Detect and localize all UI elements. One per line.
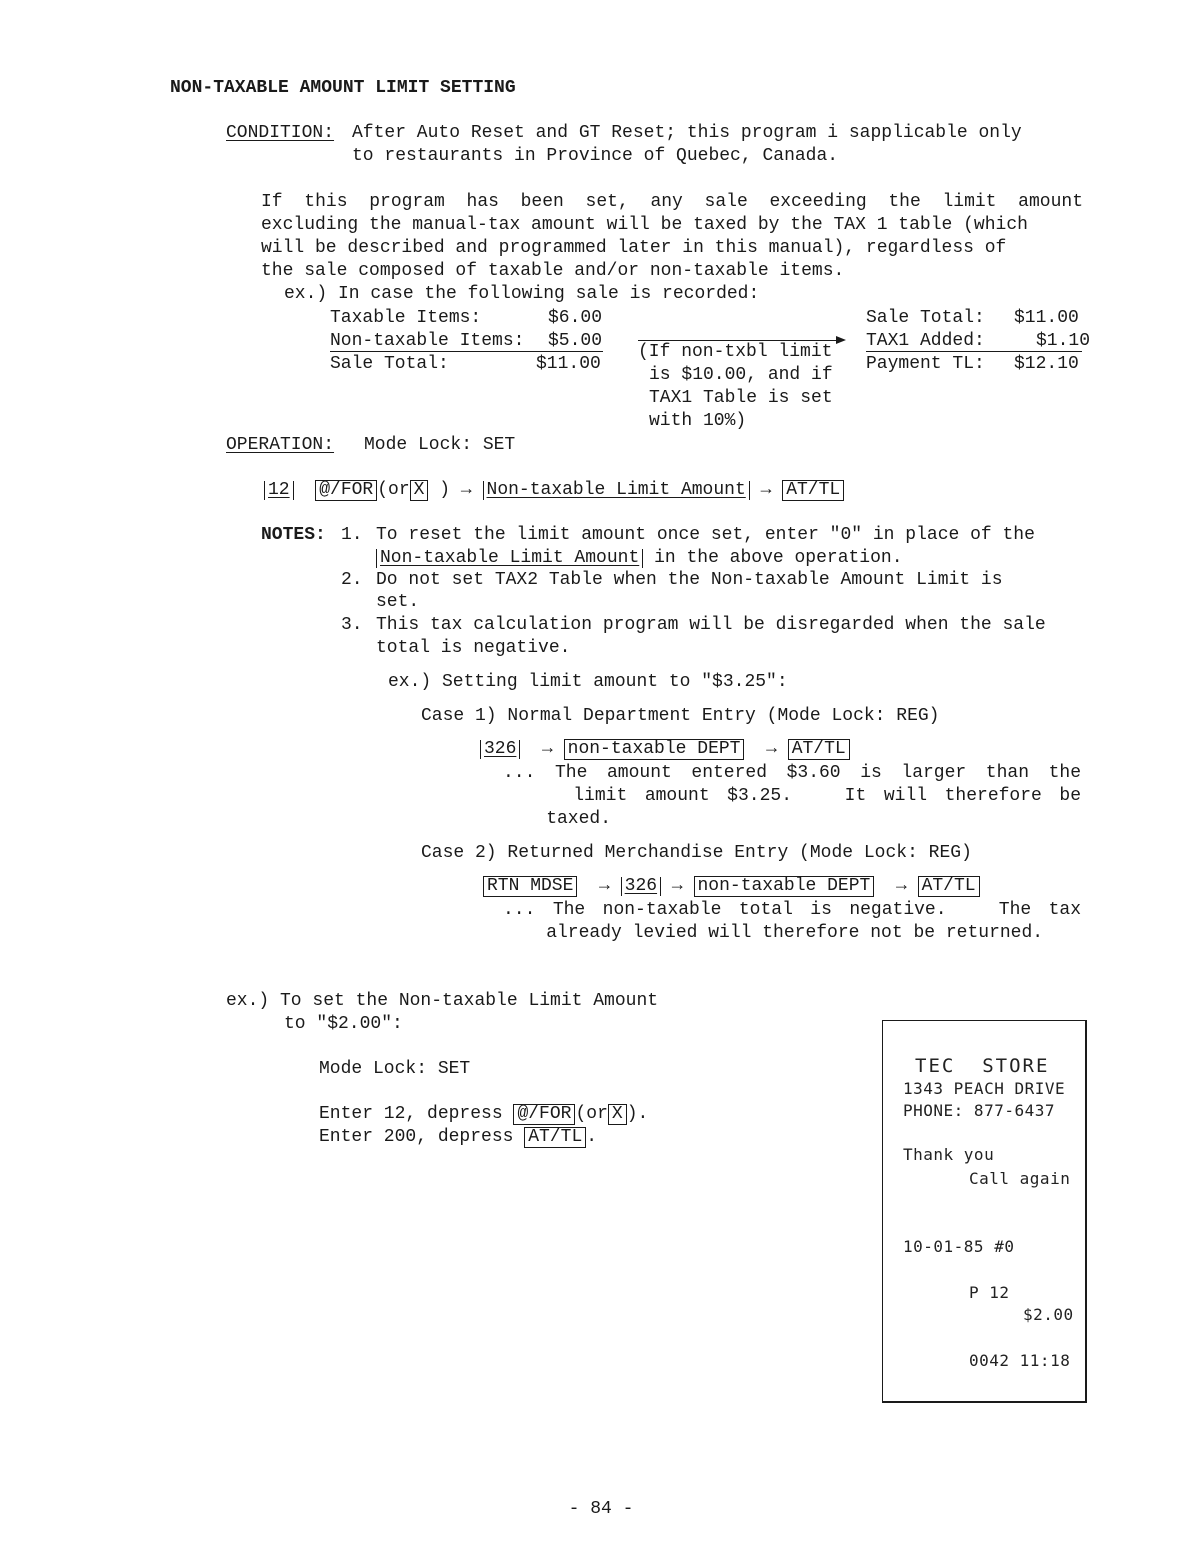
arrow-icon: →	[599, 876, 610, 896]
receipt-footer: 0042 11:18	[969, 1351, 1071, 1370]
taxable-items-value: $6.00	[548, 308, 603, 328]
nontaxable-items-value: $5.00	[548, 331, 603, 351]
numeric-entry-12: 12	[264, 481, 294, 500]
x-key: X	[608, 1104, 627, 1125]
result-sale-total-label: Sale Total:	[866, 308, 985, 328]
condition-note-line-2: is $10.00, and if	[649, 365, 833, 385]
for-key: @/FOR	[513, 1104, 575, 1125]
operation-mode: Mode Lock: SET	[364, 435, 516, 455]
for-key: @/FOR	[315, 480, 377, 501]
arrow-icon: →	[895, 876, 907, 896]
sale-total-value: $11.00	[536, 354, 601, 374]
notes-label: NOTES:	[261, 525, 326, 545]
result-rule	[866, 351, 1082, 352]
note-1-line-2: Non-taxable Limit Amount in the above operation.	[376, 547, 903, 570]
at-tl-key: AT/TL	[788, 739, 850, 760]
numeric-entry-326: 326	[621, 877, 661, 896]
example3-enter-1: Enter 12, depress @/FOR (or X ).	[319, 1104, 649, 1124]
rtn-mdse-key: RTN MDSE	[483, 876, 577, 897]
numeric-entry-326: 326	[480, 740, 520, 759]
case1-sequence	[480, 738, 850, 761]
receipt-store-name: TEC STORE	[915, 1055, 1050, 1077]
limit-amount-entry: Non-taxable Limit Amount	[483, 481, 750, 500]
at-tl-key: AT/TL	[782, 480, 844, 501]
operation-sequence	[264, 479, 844, 502]
note-3-number: 3.	[341, 615, 363, 635]
x-key: X	[410, 480, 429, 501]
intro-line-1: If this program has been set, any sale exceeding the limit amount	[261, 192, 1083, 212]
result-payment-label: Payment TL:	[866, 354, 985, 374]
page-number: - 84 -	[568, 1499, 634, 1519]
case1-title: Case 1) Normal Department Entry (Mode Lock: REG)	[421, 706, 940, 726]
sale-total-label: Sale Total:	[330, 354, 449, 374]
note-3-line-1: This tax calculation program will be disregarded when the sale	[376, 615, 1046, 635]
condition-line-2: to restaurants in Province of Quebec, Canada.	[352, 146, 839, 166]
example1-intro: ex.) In case the following sale is recorded:	[284, 284, 760, 304]
receipt-amount: $2.00	[1023, 1305, 1074, 1324]
case2-explanation-2: already levied will therefore not be returned.	[503, 923, 1044, 943]
or-open-text: (or	[377, 480, 410, 500]
arrow-icon: →	[542, 739, 553, 759]
subtotal-rule	[330, 351, 603, 352]
result-tax-label: TAX1 Added:	[866, 331, 985, 351]
or-close-text: )	[439, 480, 451, 500]
receipt-thanks: Thank you	[903, 1145, 995, 1164]
case2-explanation-1: ... The non-taxable total is negative. The tax	[503, 900, 1081, 920]
note-3-line-2: total is negative.	[376, 638, 571, 658]
condition-note-line-3: TAX1 Table is set	[649, 388, 833, 408]
nontaxable-dept-key: non-taxable DEPT	[694, 876, 875, 897]
arrow-icon: →	[760, 480, 772, 500]
example3-line-2: to "$2.00":	[284, 1014, 403, 1034]
example-arrowhead	[836, 336, 846, 344]
limit-amount-entry: Non-taxable Limit Amount	[376, 549, 643, 568]
receipt-code: P 12	[969, 1283, 1010, 1302]
intro-line-3: will be described and programmed later in this manual), regardless of	[261, 238, 1007, 258]
result-sale-total-value: $11.00	[1014, 308, 1079, 328]
example3-line-1: ex.) To set the Non-taxable Limit Amount	[226, 991, 659, 1011]
case2-title: Case 2) Returned Merchandise Entry (Mode Lock: REG)	[421, 843, 972, 863]
condition-label: CONDITION:	[226, 123, 335, 143]
intro-line-4: the sale composed of taxable and/or non-taxable items.	[261, 261, 845, 281]
intro-line-2: excluding the manual-tax amount will be taxed by the TAX 1 table (which	[261, 215, 1028, 235]
receipt-address: 1343 PEACH DRIVE	[903, 1079, 1066, 1098]
nontaxable-dept-key: non-taxable DEPT	[564, 739, 745, 760]
page-heading: NON-TAXABLE AMOUNT LIMIT SETTING	[170, 78, 516, 98]
result-payment-value: $12.10	[1014, 354, 1079, 374]
condition-line-1: After Auto Reset and GT Reset; this program i sapplicable only	[352, 123, 1022, 143]
example2-intro: ex.) Setting limit amount to "$3.25":	[388, 672, 788, 692]
receipt-date: 10-01-85 #0	[903, 1237, 1015, 1256]
case1-explanation-2: limit amount $3.25. It will therefore be	[503, 786, 1081, 806]
note-2-line-2: set.	[376, 592, 420, 612]
arrow-icon: →	[766, 739, 777, 759]
operation-label: OPERATION:	[226, 435, 335, 455]
printed-receipt	[882, 1020, 1087, 1403]
at-tl-key: AT/TL	[918, 876, 980, 897]
case1-explanation-3: taxed.	[503, 809, 612, 829]
case1-explanation-1: ... The amount entered $3.60 is larger than the	[503, 763, 1081, 783]
nontaxable-items-label: Non-taxable Items:	[330, 331, 525, 351]
example3-enter-2: Enter 200, depress AT/TL .	[319, 1127, 598, 1147]
receipt-phone: PHONE: 877-6437	[903, 1101, 1055, 1120]
note-1-line-1: To reset the limit amount once set, enter "0" in place of the	[376, 525, 1035, 545]
note-1-number: 1.	[341, 525, 363, 545]
arrow-icon: →	[671, 876, 683, 896]
note-2-number: 2.	[341, 570, 363, 590]
arrow-icon: →	[460, 480, 472, 500]
example3-mode: Mode Lock: SET	[319, 1059, 471, 1079]
result-tax-value: $1.10	[1036, 331, 1091, 351]
taxable-items-label: Taxable Items:	[330, 308, 482, 328]
note-2-line-1: Do not set TAX2 Table when the Non-taxable Amount Limit is	[376, 570, 1003, 590]
at-tl-key: AT/TL	[524, 1127, 586, 1148]
condition-note-line-4: with 10%)	[649, 411, 747, 431]
receipt-call-again: Call again	[969, 1169, 1071, 1188]
case2-sequence	[483, 875, 980, 898]
condition-note-line-1: (If non-txbl limit	[638, 342, 833, 362]
